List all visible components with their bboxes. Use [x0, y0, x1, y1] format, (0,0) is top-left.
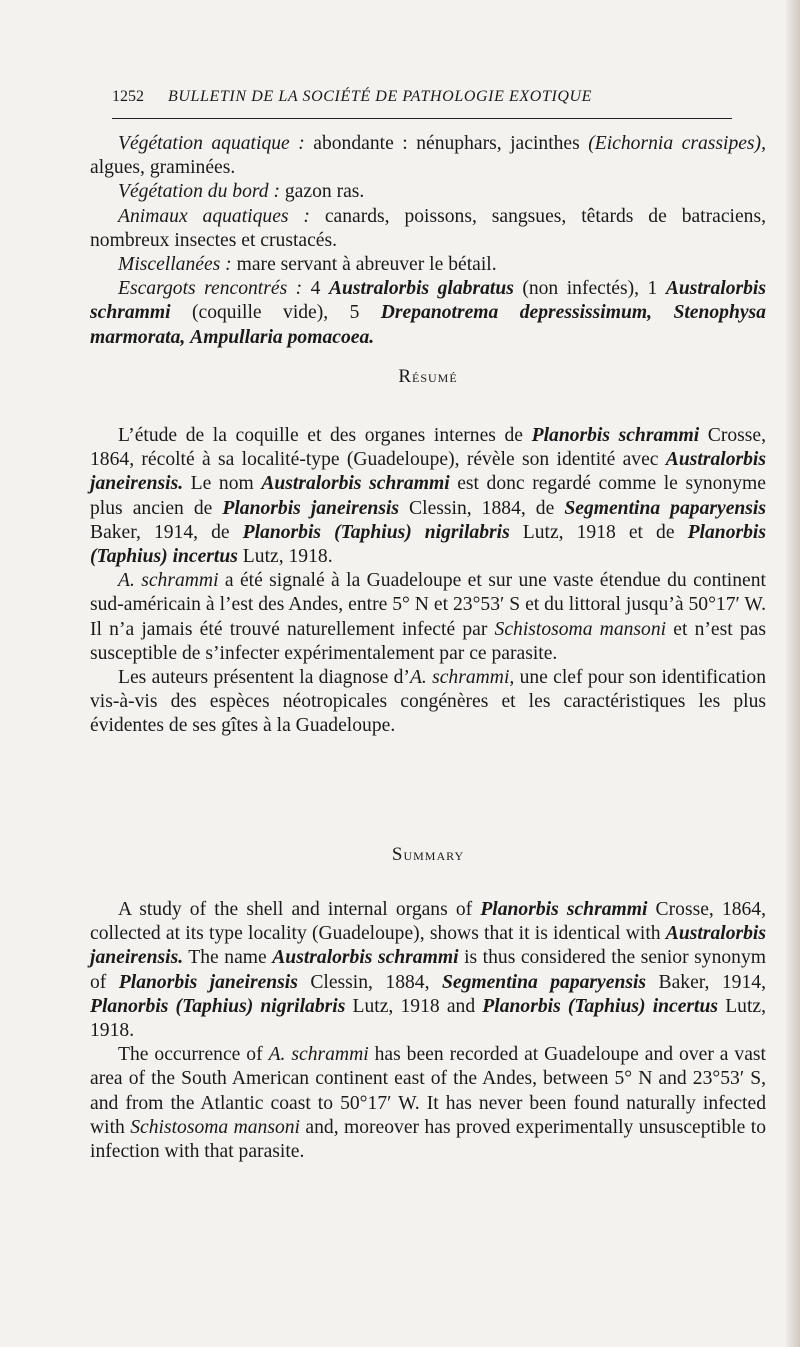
summary-paragraph-2	[90, 1043, 766, 1164]
text-span: Planorbis (Taphius) nigrilabris	[90, 995, 346, 1017]
text-span: Australorbis janeirensis.	[90, 449, 766, 495]
summary-paragraph-1	[90, 898, 766, 1043]
text-span: Lutz, 1918.	[90, 995, 766, 1042]
summary-section	[90, 898, 766, 1164]
text-span: S	[391, 844, 404, 865]
resume-paragraph-2	[90, 569, 766, 666]
text-span: Végétation du bord :	[118, 181, 280, 203]
text-span: Planorbis schrammi	[531, 425, 700, 446]
text-span: Planorbis (Taphius) incertus	[482, 995, 719, 1017]
page-number: 1252	[112, 88, 144, 105]
text-span: has been recorded at Guadeloupe and over a vast area of the South American continent east of the Andes, between 5° N and 23°53′ S, and from the Atlantic coast to 50°17′ W. It has never been found naturally infected with	[90, 1044, 766, 1138]
summary-heading	[90, 844, 766, 866]
text-span: canards, poissons, sangsues, têtards de batraciens, nombreux insectes et crustacés.	[90, 205, 767, 251]
text-span: et n’est pas susceptible de s’infecter expérimentalement par ce parasite.	[90, 618, 766, 664]
text-span: ummary	[403, 845, 465, 864]
text-span: Ampullaria pomacoea.	[190, 326, 375, 348]
text-span: algues, graminées.	[90, 157, 236, 179]
text-span: A. schrammi	[118, 570, 219, 592]
text-span: Planorbis janeirensis	[222, 497, 400, 519]
text-span: Lutz, 1918 and	[345, 995, 483, 1017]
text-span: A. schrammi	[268, 1044, 369, 1066]
text-span: The name	[183, 947, 273, 969]
aquatic-vegetation	[90, 132, 766, 180]
text-span: Lutz, 1918.	[237, 546, 333, 568]
text-span: Drepanotrema depressissimum,	[380, 302, 653, 324]
text-span: 4	[302, 278, 329, 300]
text-span: Végétation aquatique :	[118, 133, 305, 154]
resume-paragraph-1	[90, 424, 766, 569]
text-span: mare servant à abreuver le bétail.	[231, 254, 497, 276]
text-span: R	[398, 366, 412, 387]
text-span: Planorbis janeirensis	[118, 971, 298, 993]
text-span: gazon ras.	[279, 181, 365, 203]
text-span: Lutz, 1918 et de	[509, 521, 688, 543]
text-span: Segmentina paparyensis	[441, 971, 647, 993]
text-span: Les auteurs présentent la diagnose d’	[118, 667, 410, 689]
text-span: Clessin, 1884, de	[399, 497, 565, 519]
text-span: Schistosoma mansoni	[130, 1116, 301, 1138]
text-span: Animaux aquatiques :	[118, 205, 310, 227]
miscellaneous	[90, 253, 766, 277]
text-span: is thus considered the senior synonym of	[90, 947, 767, 993]
text-span: Crosse, 1864, récolté à sa localité-type (Guadeloupe), révèle son identité avec	[90, 425, 767, 471]
text-span: a été signalé à la Guadeloupe et sur une vaste étendue du continent sud-américain à l’est des Andes, entre 5° N et 23°53′ S et du littoral jusqu’à 50°17′ W. Il n’a jamais été trouvé naturellement infecté par	[90, 570, 766, 640]
text-span: Australorbis schrammi	[90, 278, 767, 324]
text-span: The occurrence of	[118, 1044, 269, 1066]
snails-found	[90, 277, 766, 350]
text-span: and, moreover has proved experimentally unsusceptible to infection with that parasite.	[90, 1116, 766, 1163]
text-span: L’étude de la coquille et des organes internes de	[118, 425, 532, 446]
text-span: une clef pour son identification vis-à-vis des espèces néotropicales congénères et les caractéristiques les plus évidentes de ses gîtes à la Guadeloupe.	[90, 667, 766, 737]
text-span: (Eichornia crassipes),	[588, 133, 766, 154]
text-span: Schistosoma mansoni	[494, 618, 667, 640]
bank-vegetation	[90, 180, 766, 204]
text-span: (coquille vide), 5	[170, 302, 381, 324]
resume-heading	[90, 366, 766, 388]
text-span: Australorbis schrammi	[261, 473, 450, 495]
text-span: (non infectés), 1	[513, 278, 666, 300]
text-span: Baker, 1914, de	[90, 521, 243, 543]
aquatic-animals	[90, 205, 766, 253]
text-span: Australorbis schrammi	[272, 947, 459, 969]
text-span: Le nom	[183, 473, 262, 495]
text-span: abondante : nénuphars, jacinthes	[304, 133, 589, 154]
environment-section	[90, 132, 766, 350]
journal-title: BULLETIN DE LA SOCIÉTÉ DE PATHOLOGIE EXOTIQUE	[168, 88, 593, 105]
text-span: est donc regardé comme le synonyme plus ancien de	[90, 473, 766, 519]
resume-paragraph-3	[90, 666, 766, 739]
text-span: Baker, 1914,	[646, 971, 766, 993]
text-span: Clessin, 1884,	[297, 971, 442, 993]
text-span: Planorbis (Taphius) incertus	[90, 521, 766, 568]
header-rule	[112, 118, 732, 119]
text-span: Stenophysa marmorata,	[90, 302, 766, 348]
text-span: Escargots rencontrés :	[118, 278, 303, 300]
text-span: Australorbis janeirensis.	[90, 923, 766, 969]
text-span: A study of the shell and internal organs of	[118, 899, 481, 920]
text-span: Australorbis glabratus	[328, 278, 514, 300]
text-span: Planorbis (Taphius) nigrilabris	[242, 521, 510, 543]
text-span	[652, 302, 673, 323]
text-span: Miscellanées :	[118, 254, 232, 276]
page-edge	[786, 0, 800, 1347]
running-header	[112, 88, 732, 106]
text-span: A. schrammi,	[409, 667, 515, 689]
text-span: Segmentina paparyensis	[564, 497, 766, 519]
text-span: Planorbis schrammi	[480, 899, 648, 920]
text-span: ésumé	[412, 367, 458, 386]
resume-section	[90, 424, 766, 739]
text-span: Crosse, 1864, collected at its type locality (Guadeloupe), shows that it is identical with	[90, 899, 767, 945]
